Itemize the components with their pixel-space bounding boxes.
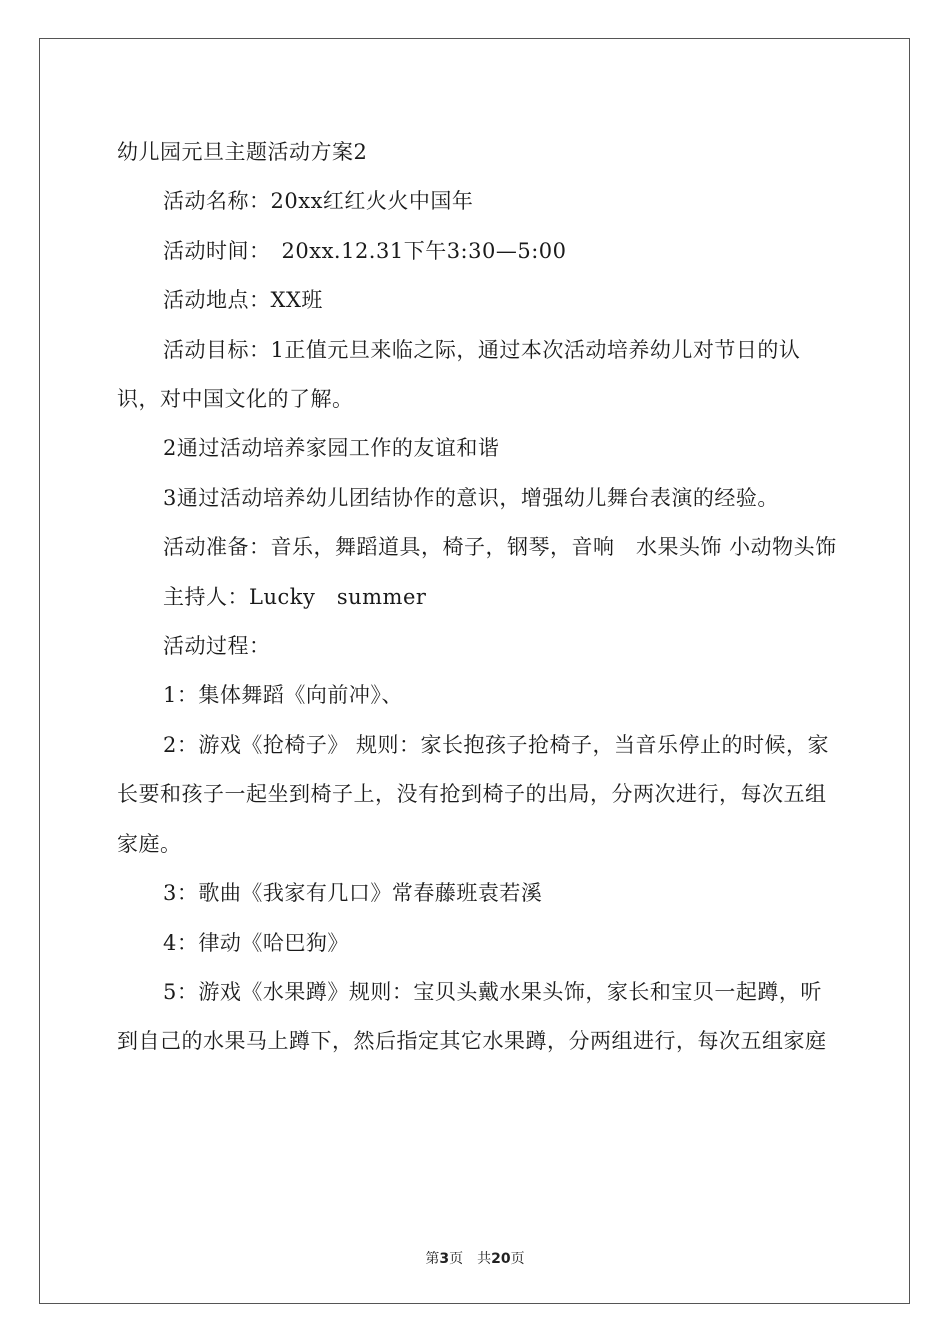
paragraph-preparation: 活动准备：音乐，舞蹈道具，椅子，钢琴，音响 水果头饰 小动物头饰 — [163, 535, 837, 560]
footer-middle: 页 共 — [449, 1251, 492, 1267]
paragraph-activity-goal: 活动目标：1正值元旦来临之际，通过本次活动培养幼儿对节日的认识，对中国文化的了解。 — [117, 337, 801, 412]
paragraph-goal-3: 3通过活动培养幼儿团结协作的意识，增强幼儿舞台表演的经验。 — [163, 485, 779, 510]
paragraph-process-heading: 活动过程： — [163, 634, 271, 659]
footer-prefix: 第 — [425, 1251, 440, 1267]
page-footer — [0, 1248, 950, 1268]
document-title: 幼儿园元旦主题活动方案2 — [117, 140, 368, 164]
footer-suffix: 页 — [510, 1251, 525, 1267]
paragraph-step-1: 1：集体舞蹈《向前冲》、 — [163, 683, 403, 708]
document-body — [117, 128, 837, 1067]
paragraph-activity-time: 活动时间： 20xx.12.31下午3:30—5:00 — [163, 238, 567, 263]
paragraph-activity-location: 活动地点：XX班 — [163, 288, 323, 313]
footer-page-number: 3 — [439, 1251, 450, 1267]
paragraph-goal-2: 2通过活动培养家园工作的友谊和谐 — [163, 436, 500, 461]
paragraph-step-3: 3：歌曲《我家有几口》常春藤班袁若溪 — [163, 881, 543, 906]
paragraph-activity-name: 活动名称：20xx红红火火中国年 — [163, 189, 474, 214]
paragraph-step-2: 2：游戏《抢椅子》 规则：家长抱孩子抢椅子，当音乐停止的时候，家长要和孩子一起坐到椅子上，没有抢到椅子的出局，分两次进行，每次五组家庭。 — [117, 732, 830, 856]
paragraph-step-5: 5：游戏《水果蹲》规则：宝贝头戴水果头饰，家长和宝贝一起蹲，听到自己的水果马上蹲下，然后指定其它水果蹲，分两组进行，每次五组家庭 — [117, 979, 827, 1054]
paragraph-host: 主持人：Lucky summer — [163, 584, 427, 609]
footer-total-pages: 20 — [491, 1251, 511, 1267]
paragraph-step-4: 4：律动《哈巴狗》 — [163, 930, 349, 955]
